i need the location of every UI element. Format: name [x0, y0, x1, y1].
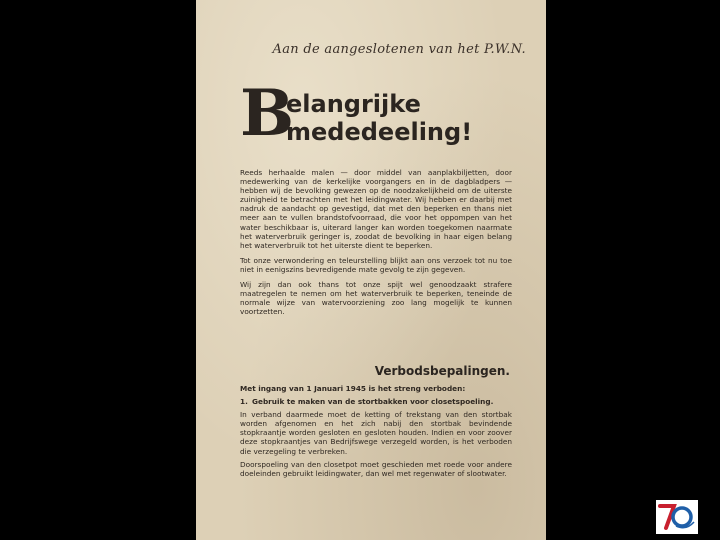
- rules-intro: Met ingang van 1 Januari 1945 is het streng verboden:: [240, 384, 466, 393]
- paragraph-3: Wij zijn dan ook thans tot onze spijt wel genoodzaakt strafere maatregelen te nemen om het waterverbruik te beperken, teneinde de normale wijze van watervoorziening zoo lang mogelijk te kunnen voortzetten.: [240, 280, 512, 317]
- title-line-1: elangrijke: [286, 90, 421, 118]
- rules-block: [240, 384, 512, 482]
- title-line-2: mededeeling!: [286, 118, 473, 146]
- addressee-line: Aan de aangeslotenen van het P.W.N.: [272, 42, 526, 57]
- notice-body: [240, 168, 512, 322]
- notice-title: [240, 76, 500, 154]
- anniversary-logo-icon: [656, 500, 698, 534]
- rule-paragraph-2: Doorspoeling van den closetpot moet geschieden met roede voor andere doeleinden gebruikt leidingwater, dan wel met regenwater of slootwater.: [240, 459, 512, 478]
- section-heading: Verbodsbepalingen.: [374, 364, 510, 378]
- rule-item-1: [240, 397, 512, 406]
- rule-number: 1.: [240, 397, 248, 407]
- scanned-notice: [196, 0, 546, 540]
- paragraph-1: Reeds herhaalde malen — door middel van aanplakbiljetten, door medewerking van de kerkelijke voorgangers en in de dagbladpers — hebben wij de bevolking gewezen op de noodzakelijkheid om de uiterste zuinigheid te betrachten met het leidingwater. Wij hebben er daarbij met nadruk de aandacht op gevestigd, dat met den beperken en thans niet meer aan te vullen brandstofvoorraad, die voor het oppompen van het water beschikbaar is, uiterard langer kan worden toegekomen naarmate het waterverbruik geringer is, zoodat de bevolking in haar eigen belang het waterverbruik tot het uiterste dient te beperken.: [240, 168, 512, 250]
- rule-text: Gebruik te maken van de stortbakken voor closetspoeling.: [252, 397, 494, 407]
- title-drop-cap: B: [240, 76, 295, 151]
- rule-paragraph-1: In verband daarmede moet de ketting of trekstang van den stortbak worden afgenomen en het zich nabij den stortbak bevindende stopkraantje worden gesloten en gesloten houden. Indien en voor zoover deze stopkraantjes van Bedrijfswege verzegeld worden, is het verboden die verzegeling te verbreken.: [240, 410, 512, 456]
- paragraph-2: Tot onze verwondering en teleurstelling blijkt aan ons verzoek tot nu toe niet in eenigszins bevredigende mate gevolg te zijn gegeven.: [240, 255, 512, 274]
